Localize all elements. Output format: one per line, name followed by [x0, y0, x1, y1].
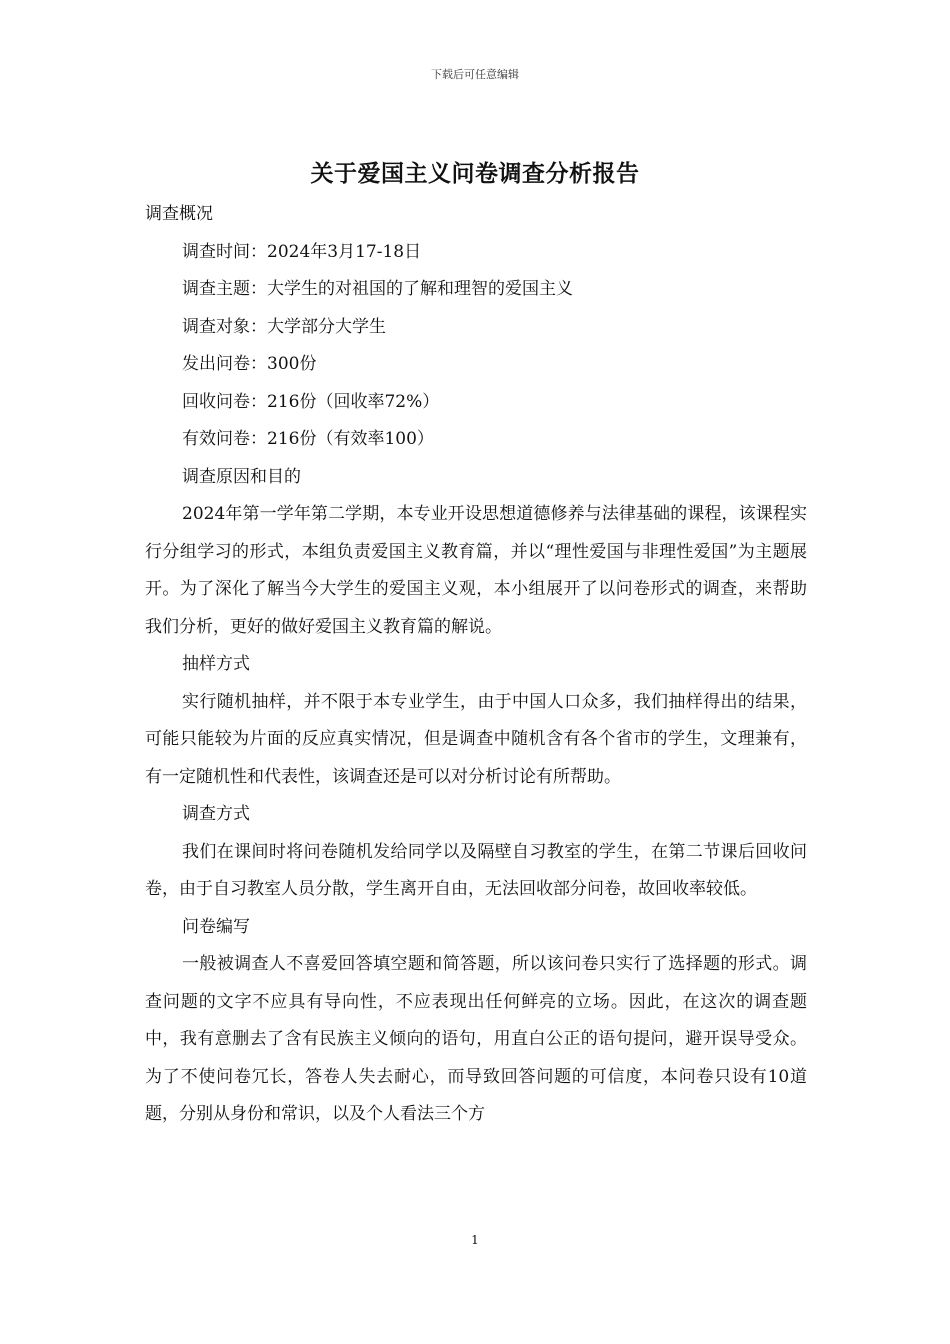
- header-note: 下载后可任意编辑: [431, 68, 519, 81]
- returned-count: 回收问卷：216份（回收率72%）: [182, 391, 440, 412]
- section-heading-overview: 调查概况: [145, 204, 213, 224]
- heading-sampling: 抽样方式: [182, 654, 250, 674]
- issued-count: 发出问卷：300份: [182, 354, 317, 374]
- survey-target: 调查对象：大学部分大学生: [182, 316, 386, 337]
- heading-method: 调查方式: [182, 804, 250, 824]
- paragraph-sampling: 实行随机抽样，并不限于本专业学生，由于中国人口众多，我们抽样得出的结果，可能只能较为片面的反应真实情况，但是调查中随机含有各个省市的学生，文理兼有，有一定随机性和代表性，该调查还是可以对分析讨论有所帮助。: [145, 691, 807, 787]
- document-body: [145, 196, 807, 1134]
- paragraph-reason: 2024年第一学年第二学期，本专业开设思想道德修养与法律基础的课程，该课程实行分组学习的形式，本组负责爱国主义教育篇，并以“理性爱国与非理性爱国”为主题展开。为了深化了解当今大学生的爱国主义观，本小组展开了以问卷形式的调查，来帮助我们分析，更好的做好爱国主义教育篇的解说。: [145, 504, 807, 637]
- paragraph-method: 我们在课间时将问卷随机发给同学以及隔壁自习教室的学生，在第二节课后回收问卷，由于自习教室人员分散，学生离开自由，无法回收部分问卷，故回收率较低。: [145, 841, 807, 899]
- heading-reason: 调查原因和目的: [182, 466, 301, 487]
- survey-topic: 调查主题：大学生的对祖国的了解和理智的爱国主义: [182, 279, 573, 299]
- heading-writing: 问卷编写: [182, 916, 250, 937]
- survey-time: 调查时间：2024年3月17-18日: [182, 241, 422, 262]
- valid-count: 有效问卷：216份（有效率100）: [182, 429, 434, 449]
- page-number: 1: [471, 1233, 479, 1247]
- page-title: 关于爱国主义问卷调查分析报告: [310, 160, 640, 187]
- paragraph-writing: 一般被调查人不喜爱回答填空题和简答题，所以该问卷只实行了选择题的形式。调查问题的文字不应具有导向性，不应表现出任何鲜亮的立场。因此，在这次的调查题中，我有意删去了含有民族主义倾向的语句，用直白公正的语句提问，避开误导受众。为了不使问卷冗长，答卷人失去耐心，而导致回答问题的可信度，本问卷只设有10道题，分别从身份和常识，以及个人看法三个方: [145, 954, 807, 1124]
